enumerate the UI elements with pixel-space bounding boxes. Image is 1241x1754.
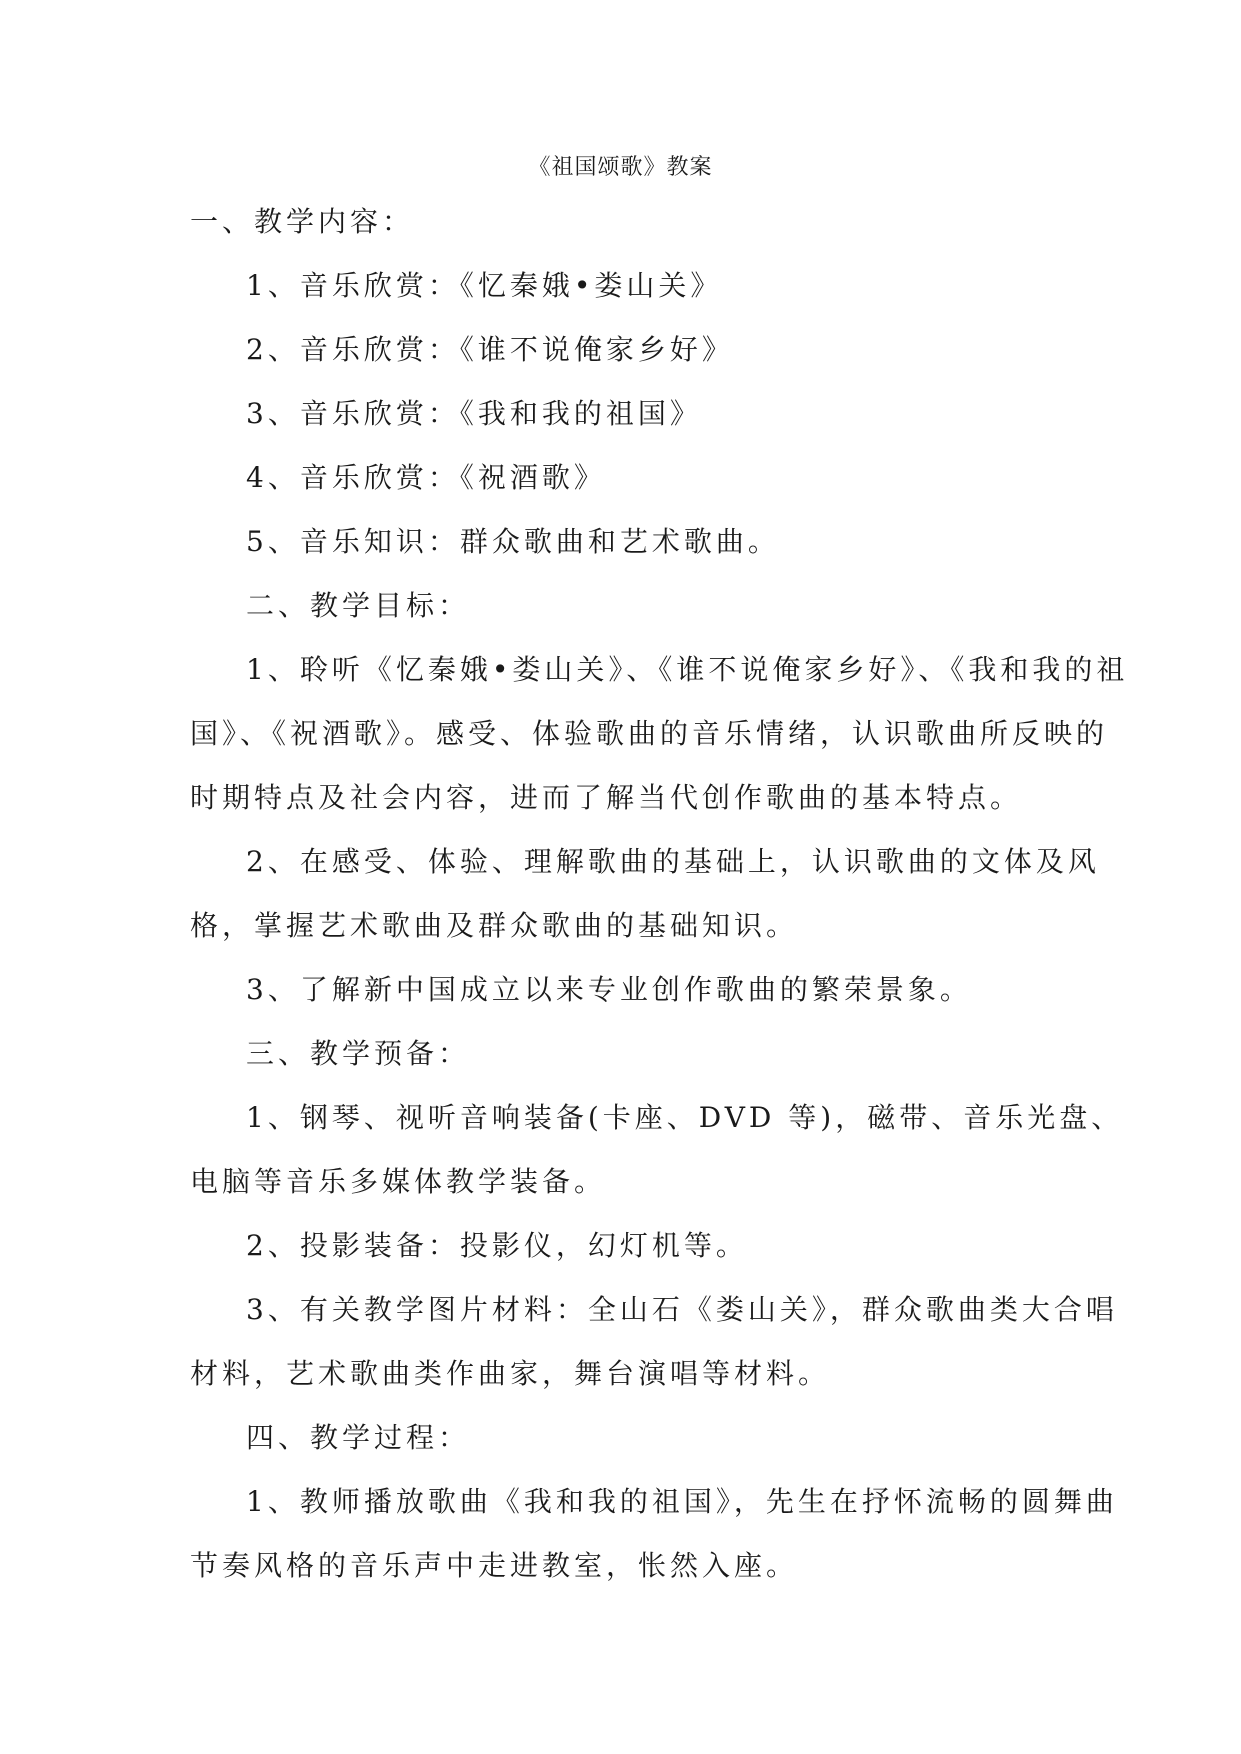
paragraph-line: 1、聆听《忆秦娥•娄山关》、《谁不说俺家乡好》、《我和我的祖 — [246, 653, 1129, 686]
list-item: 5、音乐知识：群众歌曲和艺术歌曲。 — [246, 525, 780, 558]
paragraph-line: 节奏风格的音乐声中走进教室，怅然入座。 — [190, 1549, 799, 1582]
document-title: 《祖国颂歌》教案 — [528, 155, 713, 180]
list-item: 1、音乐欣赏：《忆秦娥•娄山关》 — [246, 269, 723, 302]
section-heading: 四、教学过程： — [246, 1421, 471, 1454]
paragraph-line: 2、投影装备：投影仪，幻灯机等。 — [246, 1229, 748, 1262]
paragraph-line: 1、教师播放歌曲《我和我的祖国》，先生在抒怀流畅的圆舞曲 — [246, 1485, 1118, 1518]
paragraph-line: 国》、《祝酒歌》。感受、体验歌曲的音乐情绪，认识歌曲所反映的 — [190, 717, 1109, 750]
section-heading: 一、教学内容： — [190, 205, 415, 238]
list-item: 2、音乐欣赏：《谁不说俺家乡好》 — [246, 333, 734, 366]
paragraph-line: 时期特点及社会内容，进而了解当代创作歌曲的基本特点。 — [190, 781, 1023, 814]
paragraph-line: 材料，艺术歌曲类作曲家，舞台演唱等材料。 — [190, 1357, 831, 1390]
paragraph-line: 1、钢琴、视听音响装备(卡座、DVD 等)，磁带、音乐光盘、 — [246, 1101, 1124, 1134]
list-item: 3、音乐欣赏：《我和我的祖国》 — [246, 397, 702, 430]
paragraph-line: 3、了解新中国成立以来专业创作歌曲的繁荣景象。 — [246, 973, 972, 1006]
paragraph-line: 电脑等音乐多媒体教学装备。 — [190, 1165, 607, 1198]
section-heading: 二、教学目标： — [246, 589, 471, 622]
document-body — [190, 190, 1129, 1598]
paragraph-line: 3、有关教学图片材料：全山石《娄山关》，群众歌曲类大合唱 — [246, 1293, 1118, 1326]
section-heading: 三、教学预备： — [246, 1037, 471, 1070]
list-item: 4、音乐欣赏：《祝酒歌》 — [246, 461, 606, 494]
paragraph-line: 格，掌握艺术歌曲及群众歌曲的基础知识。 — [190, 909, 799, 942]
paragraph-line: 2、在感受、体验、理解歌曲的基础上，认识歌曲的文体及风 — [246, 845, 1100, 878]
